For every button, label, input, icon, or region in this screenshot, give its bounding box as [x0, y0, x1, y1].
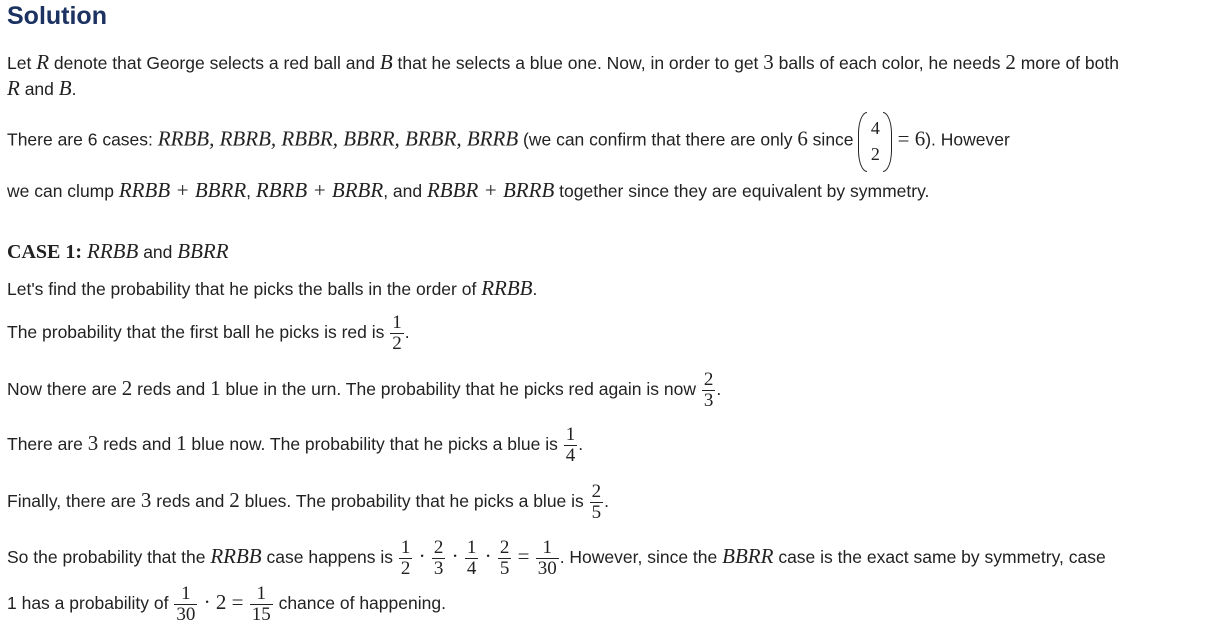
math-bbrr: BBRR [722, 544, 774, 569]
math-times-2: · 2 = [198, 590, 249, 615]
paragraph-1-line-1 [7, 51, 1119, 74]
text: There are 6 cases: [7, 129, 158, 150]
numerator: 1 [256, 583, 266, 604]
numerator: 1 [392, 312, 402, 333]
fraction [564, 425, 578, 466]
math-3: 3 [763, 50, 774, 74]
math-equals-6: = 6 [892, 126, 926, 151]
line-blue-first [7, 425, 583, 466]
fraction [399, 538, 413, 579]
math-r: R [36, 50, 50, 74]
binomial-coefficient [858, 112, 892, 170]
denominator: 30 [537, 558, 557, 579]
numerator: 2 [591, 481, 602, 502]
math-b: B [379, 50, 393, 74]
text: , and [383, 181, 427, 201]
math-r: R [7, 76, 20, 100]
text: more of both [1015, 53, 1119, 73]
text: So the probability that the [7, 547, 211, 568]
fraction [174, 584, 197, 625]
binom-top: 4 [870, 118, 880, 138]
text: . [716, 379, 722, 400]
math-num: 3 [140, 488, 152, 513]
text: reds and [132, 379, 211, 400]
math-bbrr: BBRR [177, 239, 229, 263]
numerator: 1 [542, 537, 552, 558]
numerator: 2 [499, 537, 510, 558]
numerator: 1 [466, 537, 477, 558]
math-num: 2 [121, 376, 133, 401]
line-blue-final [7, 482, 609, 523]
text: blue in the urn. The probability that he picks red again is now [220, 379, 701, 400]
numerator: 2 [703, 369, 714, 390]
math-cases: RRBB, RBRB, RBBR, BBRR, BRBR, BRRB [157, 126, 519, 151]
text: . [532, 279, 538, 299]
math-num: 3 [87, 431, 99, 456]
math-rrbb: RRBB [87, 239, 139, 263]
denominator: 15 [251, 604, 271, 625]
line-first-red [7, 313, 410, 354]
fraction [590, 482, 604, 523]
text: Now there are [7, 379, 122, 400]
text: that he selects a blue one. Now, in order to get [392, 53, 764, 73]
text: reds and [151, 491, 230, 512]
text: case happens is [261, 547, 398, 568]
numerator: 1 [400, 537, 411, 558]
denominator: 4 [565, 445, 576, 466]
line-order [7, 277, 537, 300]
case-1-heading [7, 240, 229, 263]
text: blue now. The probability that he picks a blue is [186, 434, 563, 455]
paragraph-1-line-2 [7, 77, 76, 100]
line-red-again [7, 370, 721, 411]
text: and [19, 79, 59, 99]
numerator: 2 [433, 537, 444, 558]
math-rrbb: RRBB [481, 276, 533, 300]
case-label: CASE 1: [7, 241, 88, 263]
text: , [246, 181, 256, 201]
text: . [71, 79, 77, 99]
text: balls of each color, he needs [773, 53, 1006, 73]
fraction [702, 370, 716, 411]
math-clump-1: RRBB + BBRR [118, 178, 247, 202]
denominator: 5 [499, 558, 510, 579]
fraction [465, 538, 479, 579]
paragraph-2-line-2 [7, 179, 929, 202]
text: case is the exact same by symmetry, case [773, 547, 1106, 568]
denominator: 3 [703, 390, 714, 411]
text: denote that George selects a red ball and [49, 53, 380, 73]
math-2: 2 [1005, 50, 1016, 74]
math-clump-2: RBRB + BRBR [255, 178, 384, 202]
text: reds and [98, 434, 177, 455]
numerator: 1 [181, 583, 191, 604]
text: Finally, there are [7, 491, 141, 512]
text: we can clump [7, 181, 119, 201]
text: The probability that the first ball he picks is red is [7, 322, 390, 343]
fraction [498, 538, 512, 579]
fraction [432, 538, 446, 579]
numerator: 1 [565, 424, 576, 445]
text: . [404, 322, 410, 343]
text: Let's find the probability that he picks the balls in the order of [7, 279, 482, 299]
fraction [390, 313, 404, 354]
math-clump-3: RBBR + BRRB [426, 178, 555, 202]
text: blues. The probability that he picks a blue is [239, 491, 589, 512]
solution-heading: Solution [7, 2, 107, 30]
math-num: 2 [229, 488, 240, 513]
denominator: 3 [433, 558, 444, 579]
denominator: 5 [591, 502, 602, 523]
fraction [250, 584, 273, 625]
fraction [536, 538, 559, 579]
text: chance of happening. [273, 593, 446, 614]
text: and [138, 242, 178, 262]
math-num: 1 [176, 431, 187, 456]
text: ). However [925, 129, 1010, 150]
denominator: 4 [466, 558, 477, 579]
denominator: 2 [392, 333, 402, 354]
line-case-1-total [7, 584, 446, 625]
text: . [578, 434, 584, 455]
text: together since they are equivalent by symmetry. [554, 181, 930, 201]
binom-bottom: 2 [870, 144, 880, 164]
math-b: B [58, 76, 72, 100]
text: . However, since the [559, 547, 723, 568]
math-6: 6 [797, 126, 808, 151]
denominator: 30 [176, 604, 196, 625]
text: 1 has a probability of [7, 593, 174, 614]
text: since [807, 129, 859, 150]
text: There are [7, 434, 88, 455]
denominator: 2 [400, 558, 411, 579]
text: Let [7, 53, 37, 73]
math-num: 1 [210, 376, 221, 401]
paragraph-2-line-1 [7, 112, 1010, 170]
line-case-probability: So the probability that the RRBB case happens is $\frac{1}{2}$ · $\frac{2}{3}$ · $\frac{1}{4}$ · $\frac{2}{5}$ = $\frac{1}{30}$ . However, since the BBRR case is the exact same by symmetry, case [7, 537, 1106, 579]
text: (we can confirm that there are only [518, 129, 798, 150]
text: . [604, 491, 610, 512]
math-rrbb: RRBB [210, 544, 262, 569]
